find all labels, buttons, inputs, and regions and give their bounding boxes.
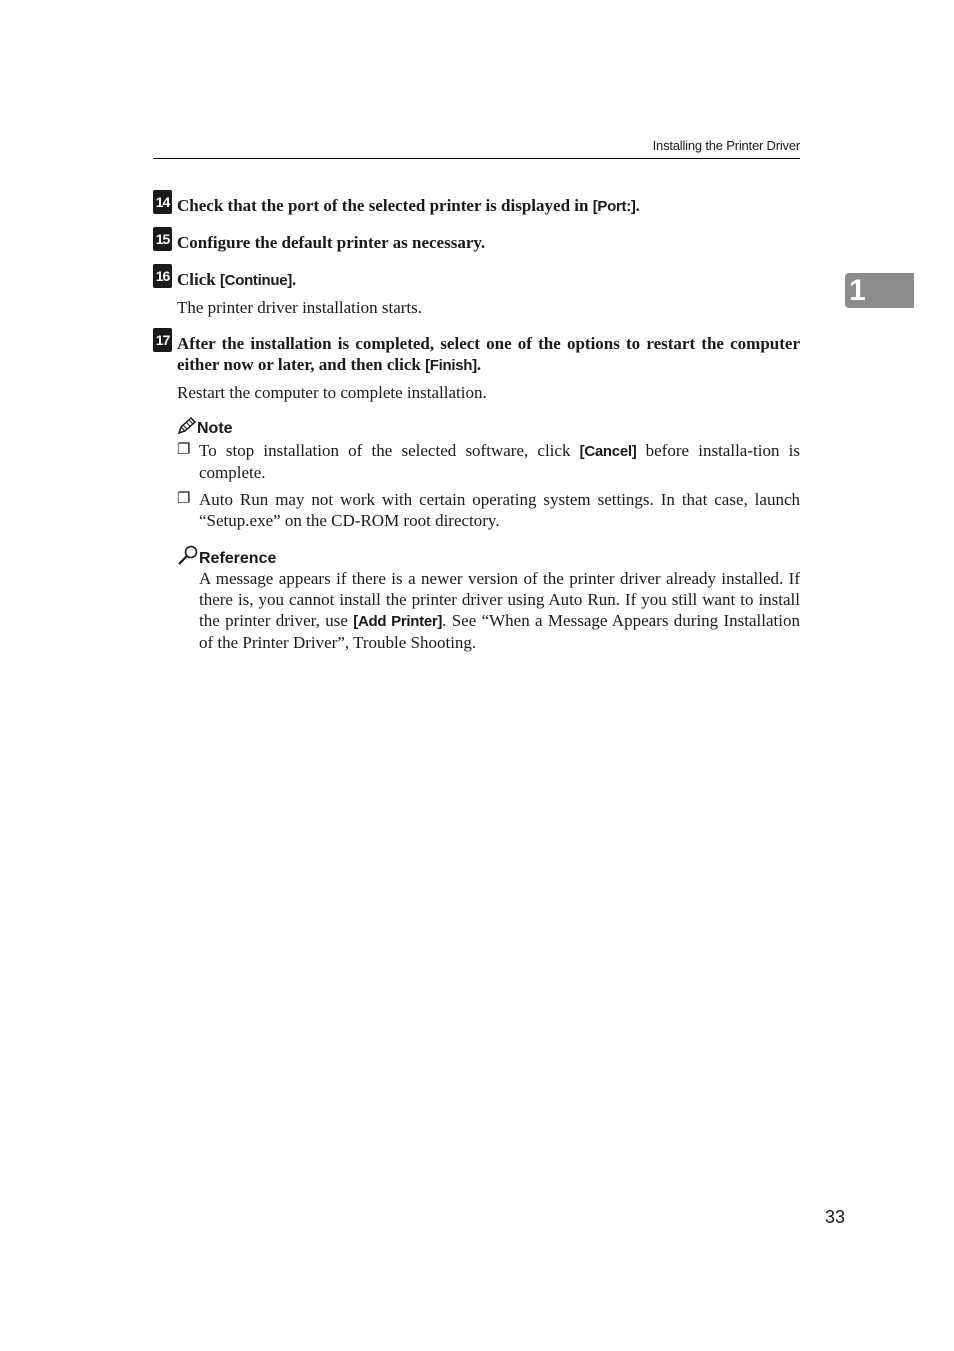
step-14 [153,190,800,217]
step-title: After the installation is completed, select one of the options to restart the computer either now or later, and then click [Finish]. [177,334,800,374]
step-number-badge: 15 [153,227,172,251]
magnifier-icon [177,550,199,567]
finish-ui-label: [Finish] [425,357,477,374]
step-body: The printer driver installation starts. [177,298,423,317]
reference-body: A message appears if there is a newer version of the printer driver already installed. If there is, you cannot install the printer driver using Auto Run. If you still want to install the printer driver, use [Add Printer]. See “When a Message Appears during Installation of the Printer Driver”, Trouble Shooting. [199,569,800,652]
step-number-badge: 17 [153,328,172,352]
note-item: ❐ To stop installation of the selected software, click [Cancel] before installa-tion is complete. [177,441,800,482]
header-rule [153,158,800,159]
running-header: Installing the Printer Driver [652,138,800,153]
step-15 [153,227,800,253]
note-heading: Note [177,417,233,439]
pencil-icon [177,420,197,437]
step-17 [153,328,800,403]
page-number: 33 [824,1207,845,1227]
step-title: Check that the port of the selected printer is displayed in [Port:]. [177,196,640,215]
continue-ui-label: [Continue] [219,272,292,289]
reference-heading: Reference [177,545,276,569]
checkbox-square-icon: ❐ [177,442,191,458]
cancel-ui-label: [Cancel] [579,443,637,460]
port-ui-label: [Port:] [592,198,636,215]
step-body: Restart the computer to complete installation. [177,383,487,402]
step-number-badge: 14 [153,190,172,214]
chapter-tab: 1 [845,273,914,308]
checkbox-square-icon: ❐ [177,491,191,507]
step-number-badge: 16 [153,264,172,288]
step-16 [153,264,800,318]
step-title: Click [Continue]. [177,270,297,289]
step-title: Configure the default printer as necessary. [177,233,486,252]
add-printer-ui-label: [Add Printer] [353,613,443,630]
note-item: ❐ Auto Run may not work with certain operating system settings. In that case, launch “Setup.exe” on the CD-ROM root directory. [177,490,800,530]
